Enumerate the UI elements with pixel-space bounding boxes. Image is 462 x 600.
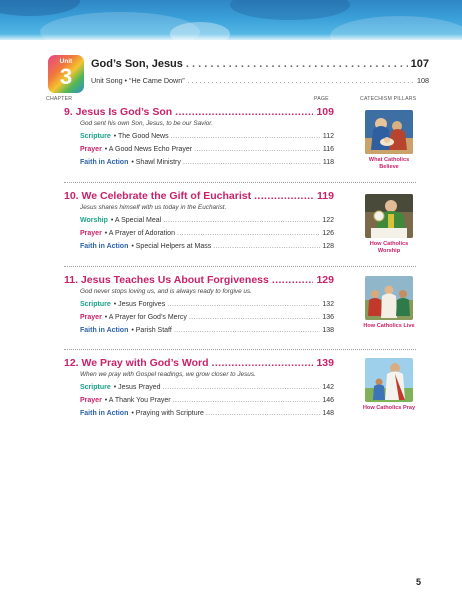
column-header-chapter: CHAPTER bbox=[46, 96, 73, 102]
entry-text: • Jesus Forgives bbox=[113, 301, 166, 308]
nativity-illustration-icon bbox=[365, 110, 413, 154]
toc-entry-worship[interactable] bbox=[80, 217, 334, 224]
pillar-caption: How Catholics Live bbox=[363, 323, 415, 329]
entry-text: • Jesus Prayed bbox=[113, 384, 161, 391]
chapter-subtitle: Jesus shares himself with us today in the Eucharist. bbox=[80, 204, 227, 211]
chapter-subtitle: When we pray with Gospel readings, we grow closer to Jesus. bbox=[80, 371, 256, 378]
chapter-subtitle: God never stops loving us, and is always ready to forgive us. bbox=[80, 288, 252, 295]
entry-label: Scripture bbox=[80, 384, 111, 391]
toc-entry-faith-in-action[interactable] bbox=[80, 410, 334, 417]
entry-page: 148 bbox=[322, 410, 334, 417]
toc-entry-faith-in-action[interactable] bbox=[80, 327, 334, 334]
chapter-11[interactable] bbox=[64, 274, 334, 334]
pillar-live bbox=[362, 276, 416, 330]
entry-text: • A Thank You Prayer bbox=[104, 397, 171, 404]
toc-entry-prayer[interactable] bbox=[80, 230, 334, 237]
chapter-12[interactable] bbox=[64, 357, 334, 417]
unit-title-row[interactable] bbox=[91, 58, 429, 70]
entry-text: • A Prayer of Adoration bbox=[104, 230, 175, 237]
entry-label: Faith in Action bbox=[80, 410, 129, 417]
toc-entry-prayer[interactable] bbox=[80, 314, 334, 321]
jesus-praying-illustration-icon bbox=[365, 358, 413, 402]
section-divider bbox=[64, 349, 416, 350]
chapter-title-row[interactable] bbox=[64, 274, 334, 286]
dot-leader bbox=[173, 397, 321, 404]
toc-entry-faith-in-action[interactable] bbox=[80, 243, 334, 250]
dot-leader bbox=[186, 58, 408, 70]
chapter-9[interactable] bbox=[64, 106, 334, 166]
pillar-caption: How Catholics Pray bbox=[362, 405, 416, 411]
entry-text: • A Good News Echo Prayer bbox=[104, 146, 193, 153]
priest-eucharist-photo-icon bbox=[365, 194, 413, 238]
toc-entry-scripture[interactable] bbox=[80, 301, 334, 308]
entry-page: 142 bbox=[322, 384, 334, 391]
dot-leader bbox=[171, 133, 321, 140]
entry-text: • Praying with Scripture bbox=[131, 410, 204, 417]
toc-entry-scripture[interactable] bbox=[80, 384, 334, 391]
dot-leader bbox=[212, 357, 314, 369]
entry-label: Prayer bbox=[80, 314, 102, 321]
pillar-worship bbox=[362, 194, 416, 255]
toc-entry-prayer[interactable] bbox=[80, 146, 334, 153]
chapter-title-row[interactable] bbox=[64, 357, 334, 369]
entry-label: Scripture bbox=[80, 301, 111, 308]
chapter-title: 9. Jesus Is God’s Son bbox=[64, 106, 173, 118]
entry-label: Worship bbox=[80, 217, 108, 224]
dot-leader bbox=[189, 314, 320, 321]
entry-label: Faith in Action bbox=[80, 159, 129, 166]
entry-page: 126 bbox=[322, 230, 334, 237]
entry-text: • A Special Meal bbox=[110, 217, 162, 224]
dot-leader bbox=[213, 243, 320, 250]
chapter-page: 129 bbox=[316, 274, 334, 286]
unit-song: Unit Song • “He Came Down” bbox=[91, 76, 185, 85]
entry-page: 128 bbox=[322, 243, 334, 250]
page-number: 5 bbox=[416, 577, 422, 587]
dot-leader bbox=[177, 230, 320, 237]
chapter-title: 11. Jesus Teaches Us About Forgiveness bbox=[64, 274, 269, 286]
dot-leader bbox=[163, 217, 320, 224]
entry-label: Prayer bbox=[80, 230, 102, 237]
pillar-caption: What Catholics Believe bbox=[368, 157, 410, 170]
entry-page: 118 bbox=[322, 159, 334, 166]
pillar-pray bbox=[362, 358, 416, 412]
column-header-pillars: CATECHISM PILLARS bbox=[360, 96, 417, 102]
toc-entry-scripture[interactable] bbox=[80, 133, 334, 140]
entry-label: Faith in Action bbox=[80, 243, 129, 250]
chapter-subtitle: God sent his own Son, Jesus, to be our Savior. bbox=[80, 120, 213, 127]
entry-text: • The Good News bbox=[113, 133, 169, 140]
entry-page: 122 bbox=[322, 217, 334, 224]
chapter-page: 119 bbox=[317, 190, 334, 202]
entry-text: • Parish Staff bbox=[131, 327, 172, 334]
entry-page: 138 bbox=[322, 327, 334, 334]
pillar-caption: How Catholics Worship bbox=[369, 241, 409, 254]
chapter-page: 139 bbox=[316, 357, 334, 369]
entry-page: 116 bbox=[322, 146, 334, 153]
section-divider bbox=[64, 182, 416, 183]
toc-entry-prayer[interactable] bbox=[80, 397, 334, 404]
dot-leader bbox=[163, 384, 321, 391]
unit-badge-word: Unit bbox=[59, 58, 73, 65]
dot-leader bbox=[194, 146, 321, 153]
column-header-page: PAGE bbox=[314, 96, 329, 102]
entry-label: Prayer bbox=[80, 146, 102, 153]
dot-leader bbox=[175, 106, 313, 118]
entry-text: • Special Helpers at Mass bbox=[131, 243, 212, 250]
unit-title: God’s Son, Jesus bbox=[91, 58, 183, 70]
entry-page: 132 bbox=[322, 301, 334, 308]
unit-badge-number: 3 bbox=[59, 64, 73, 89]
unit-song-row[interactable] bbox=[91, 76, 429, 85]
entry-page: 112 bbox=[322, 133, 334, 140]
chapter-title: 12. We Pray with God’s Word bbox=[64, 357, 209, 369]
crowd-illustration-icon bbox=[365, 276, 413, 320]
entry-label: Faith in Action bbox=[80, 327, 129, 334]
entry-text: • Shawl Ministry bbox=[131, 159, 181, 166]
chapter-title-row[interactable] bbox=[64, 106, 334, 118]
entry-page: 146 bbox=[322, 397, 334, 404]
chapter-title-row[interactable] bbox=[64, 190, 334, 202]
banner-fade bbox=[0, 34, 462, 42]
unit-badge bbox=[48, 55, 84, 93]
entry-label: Prayer bbox=[80, 397, 102, 404]
unit-title-page: 107 bbox=[410, 58, 429, 70]
toc-entry-faith-in-action[interactable] bbox=[80, 159, 334, 166]
chapter-10[interactable] bbox=[64, 190, 334, 250]
dot-leader bbox=[167, 301, 320, 308]
chapter-title: 10. We Celebrate the Gift of Eucharist bbox=[64, 190, 252, 202]
entry-text: • A Prayer for God’s Mercy bbox=[104, 314, 187, 321]
pillar-believe bbox=[362, 110, 416, 171]
dot-leader bbox=[206, 410, 320, 417]
chapter-page: 109 bbox=[316, 106, 334, 118]
dot-leader bbox=[174, 327, 321, 334]
section-divider bbox=[64, 266, 416, 267]
dot-leader bbox=[183, 159, 321, 166]
dot-leader bbox=[272, 274, 314, 286]
entry-label: Scripture bbox=[80, 133, 111, 140]
dot-leader bbox=[188, 76, 414, 85]
entry-page: 136 bbox=[322, 314, 334, 321]
dot-leader bbox=[254, 190, 314, 202]
unit-song-page: 108 bbox=[417, 76, 429, 85]
